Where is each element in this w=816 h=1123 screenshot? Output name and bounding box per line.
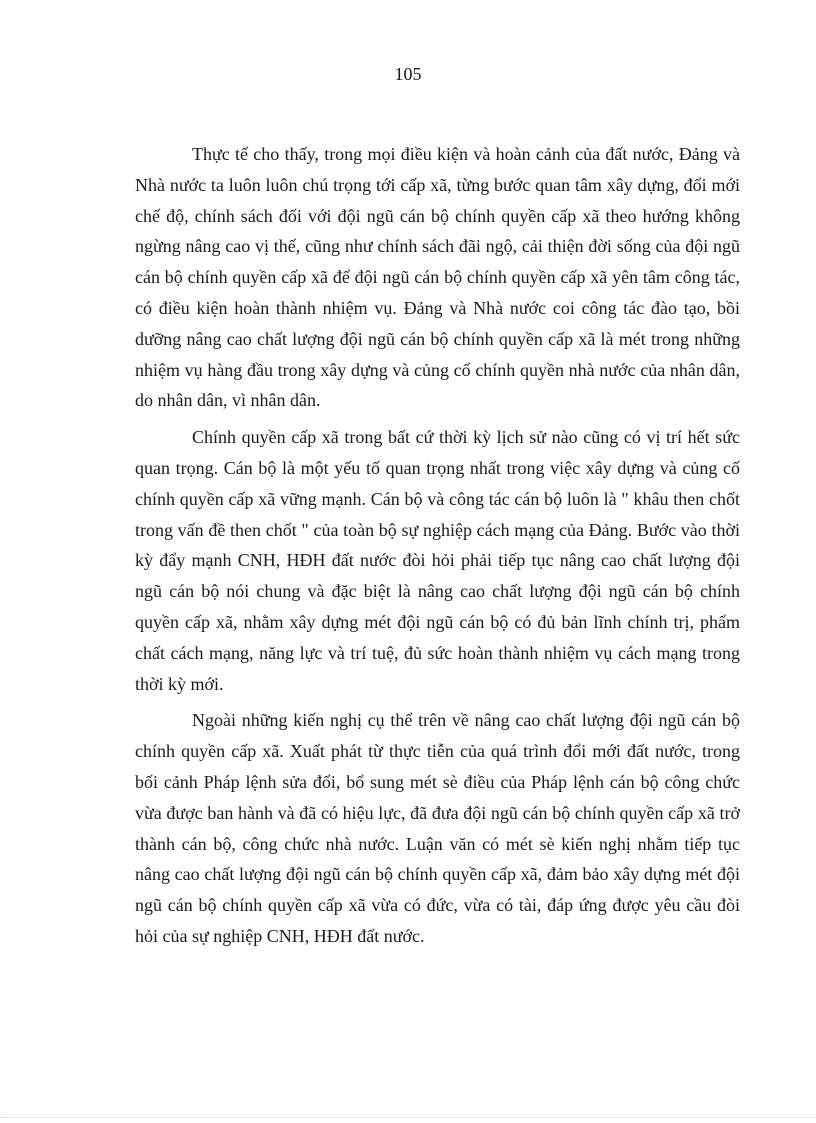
page-number: 105 bbox=[394, 64, 422, 84]
paragraph-1: Thực tế cho thấy, trong mọi điều kiện và hoàn cảnh của đất nước, Đảng và Nhà nước ta luôn luôn chú trọng tới cấp xã, từng bước quan tâm xây dựng, đổi mới chế độ, chính sách đối với đội ngũ cán bộ chính quyền cấp xã theo hướng không ngừng nâng cao vị thế, cũng như chính sách đãi ngộ, cải thiện đời sống của đội ngũ cán bộ chính quyền cấp xã để đội ngũ cán bộ chính quyền cấp xã yên tâm công tác, có điều kiện hoàn thành nhiệm vụ. Đảng và Nhà nước coi công tác đào tạo, bồi dưỡng nâng cao chất lượng đội ngũ cán bộ chính quyền cấp xã là mét trong những nhiệm vụ hàng đầu trong xây dựng và củng cố chính quyền nhà nước của nhân dân, do nhân dân, vì nhân dân. bbox=[135, 144, 740, 411]
bottom-divider bbox=[0, 1117, 816, 1118]
body-text bbox=[135, 139, 740, 958]
paragraph-2: Chính quyền cấp xã trong bất cứ thời kỳ lịch sử nào cũng có vị trí hết sức quan trọng. Cán bộ là một yếu tố quan trọng nhất trong việc xây dựng và củng cố chính quyền cấp xã vững mạnh. Cán bộ và công tác cán bộ luôn là " khâu then chốt trong vấn đề then chốt " của toàn bộ sự nghiệp cách mạng của Đảng. Bước vào thời kỳ đẩy mạnh CNH, HĐH đất nước đòi hỏi phải tiếp tục nâng cao chất lượng đội ngũ cán bộ nói chung và đặc biệt là nâng cao chất lượng đội ngũ cán bộ chính quyền cấp xã, nhằm xây dựng mét đội ngũ cán bộ có đủ bản lĩnh chính trị, phẩm chất cách mạng, năng lực và trí tuệ, đủ sức hoàn thành nhiệm vụ cách mạng trong thời kỳ mới. bbox=[135, 427, 740, 694]
paragraph-3: Ngoài những kiến nghị cụ thể trên về nâng cao chất lượng đội ngũ cán bộ chính quyền cấp xã. Xuất phát từ thực tiễn của quá trình đổi mới đất nước, trong bối cảnh Pháp lệnh sửa đổi, bổ sung mét sè điều của Pháp lệnh cán bộ công chức vừa được ban hành và đã có hiệu lực, đã đưa đội ngũ cán bộ chính quyền cấp xã trở thành cán bộ, công chức nhà nước. Luận văn có mét sè kiến nghị nhằm tiếp tục nâng cao chất lượng đội ngũ cán bộ chính quyền cấp xã, đảm bảo xây dựng mét đội ngũ cán bộ chính quyền cấp xã vừa có đức, vừa có tài, đáp ứng được yêu cầu đòi hỏi của sự nghiệp CNH, HĐH đất nước. bbox=[135, 710, 740, 946]
